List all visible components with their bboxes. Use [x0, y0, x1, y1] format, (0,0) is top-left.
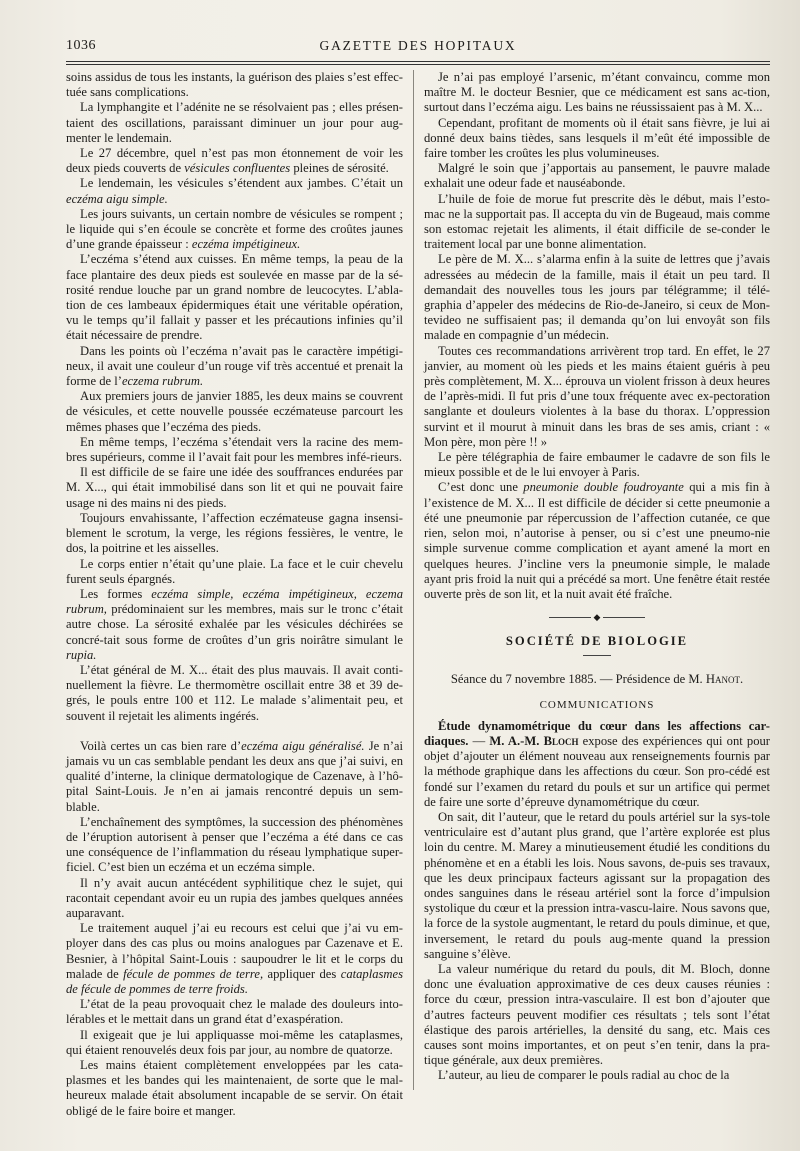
paragraph — [66, 511, 403, 557]
text-run: La valeur numérique du retard du pouls, dit M. Bloch, donne donc une évaluation approximative de ces deux causes réunies : force du cœur, pression intra-vasculaire. Il est bon d’ajouter que d’autres facteurs peuvent modifier ces résultats ; tels sont l’état élastique des parois artérielles, la densité du sang, etc. Mais ces causes sont moins importantes, et on peut s’en tenir, dans la pra-tique générale, aux deux premières. — [424, 961, 770, 1068]
paragraph — [66, 389, 403, 435]
text-run: Les mains étaient complètement enveloppées par les cata-plasmes et les bandes qui les maintenaient, de sorte que le mal-heureux malade était absolument incapable de se servir. On était obligé de le faire boire et manger. — [66, 1058, 403, 1118]
paragraph — [424, 1068, 770, 1083]
paragraph — [424, 192, 770, 253]
paragraph — [66, 739, 403, 815]
paragraph — [424, 161, 770, 191]
text-run: soins assidus de tous les instants, la guérison des plaies s’est effec-tuée sans complications. — [66, 70, 403, 100]
text-run: pleines de sérosité. — [290, 161, 389, 176]
right-column — [424, 70, 770, 1084]
paragraph-gap — [66, 724, 403, 739]
paragraph — [424, 480, 770, 602]
text-run: expose des expériences qui ont pour objet d’ajouter un élément nouveau aux renseignements fournis par la méthode graphique dans les affections du cœur. Son pro-cédé est fondé sur l’examen du retard du pouls et sur un artifice qui permet de faire une sorte d’épreuve dynamométrique du cœur. — [424, 733, 771, 809]
text-run: La lymphangite et l’adénite ne se résolvaient pas ; elles présen-taient des oscillations, paraissant diminuer un jour pour aug-menter le lendemain. — [66, 100, 403, 145]
paragraph — [66, 176, 403, 206]
paragraph — [66, 435, 403, 465]
paragraph — [424, 344, 770, 450]
text-run: Toutes ces recommandations arrivèrent trop tard. En effet, le 27 janvier, au moment où les pieds et les mains étaient guéris à peu près complètement, M. X... éprouva un violent frisson à deux heures de l’après-midi. Il fut pris d’une toux fréquente avec ex-pectoration sanglante et douleurs violentes à la base du thorax. L’oppression survint et il mourut à minuit dans les bras de ses amis, criant : « Mon père, mon père !! » — [424, 343, 770, 449]
italic-text: rupia. — [66, 647, 97, 662]
italic-text: pneumonie double foudroyante — [523, 480, 684, 495]
left-column — [66, 70, 403, 1119]
header-rule-double — [66, 64, 770, 65]
text-run: L’enchaînement des symptômes, la succession des phénomènes de l’éruption autorisent à penser que l’eczéma a été dans ce cas une conséquence de l’inflammation du réseau lymphatique super-ficiel. C’est bien un eczéma et un eczéma simple. — [66, 814, 403, 875]
italic-text: fécule de pommes de terre, — [123, 966, 264, 981]
text-run: Le corps entier n’était qu’une plaie. La face et le cuir chevelu furent seuls épargnés. — [66, 556, 403, 586]
text-run: Le traitement auquel j’ai eu recours est celui que j’ai vu em-ployer dans des cas plus ou moins analogues par Cazenave et E. Besnier, à l’hôpital Saint-Louis : saupoudrer le lit et le corps du malade de — [66, 921, 403, 981]
paragraph — [66, 663, 403, 724]
paragraph — [66, 70, 403, 100]
paragraph — [66, 252, 403, 343]
text-run: L’auteur, au lieu de comparer le pouls radial au choc de la — [438, 1068, 730, 1083]
page-number: 1036 — [66, 38, 96, 53]
text-run: Toujours envahissante, l’affection eczémateuse gagna insensi-blement le scrotum, la verge, les régions fessières, le ventre, le dos, la poitrine et les aisselles. — [66, 510, 403, 556]
author-name: M. A.-M. Bloch — [489, 733, 579, 748]
text-run: Il n’y avait aucun antécédent syphilitique chez le sujet, qui racontait cependant avoir eu un rupia des jambes quelques années auparavant. — [66, 875, 403, 920]
paragraph — [66, 100, 403, 146]
text-run: Le père télégraphia de faire embaumer le cadavre de son fils le mieux possible et de le lui envoyer à Paris. — [424, 450, 770, 480]
paragraph — [424, 810, 770, 962]
italic-text: eczéma aigu généralisé. — [241, 738, 365, 753]
text-run: L’huile de foie de morue fut prescrite dès le début, mais l’esto-mac ne la supportait pas. Il accepta du vin de Bugeaud, mais comme son estomac rejetait les aliments, il était difficile de se-conder le traitement local par une bonne alimentation. — [424, 191, 770, 252]
text-run: Je n’ai jamais vu un cas semblable pendant les deux ans que j’ai suivi, en qualité d’interne, la clinique dermatologique de Cazenave, à l’hô-pital Saint-Louis. Je n’en ai jamais rencontré depuis un sem-blable. — [66, 738, 403, 814]
text-run: L’état général de M. X... était des plus mauvais. Il avait conti-nuellement la fièvre. Le thermomètre oscillait entre 38 et 39 de-grés, le pouls entre 100 et 112. Le malade s’alimentait peu, et souvent il rejetait les aliments ingérés. — [66, 662, 403, 723]
paragraph — [66, 465, 403, 511]
paragraph — [66, 587, 403, 663]
text-run: On sait, dit l’auteur, que le retard du pouls artériel sur la sys-tole ventriculaire est d’autant plus grand, que l’artère explorée est plus loin du centre. M. Marey a minutieusement étudié les conditions du phénomène et en a établi les lois. Nous savons, de-puis ses travaux, que les deux principaux facteurs agissant sur la propagation des ondes sanguines dans le réseau artériel sont la force d’impulsion systolique du cœur et la pression intra-vascu-laire. Nous savons que, la force de la systole augmentant, le retard du pouls diminue, et que, inversement, le retard du pouls aug-mente quand la pression sanguine s’élève. — [424, 809, 770, 961]
paragraph — [66, 1028, 403, 1058]
text-run: C’est donc une — [438, 480, 524, 495]
text-run: Dans les points où l’eczéma n’avait pas le caractère impétigi-neux, il avait une couleur d’un rouge vif très accentué et prenait la forme de l’ — [66, 343, 403, 389]
case-report-continuation — [424, 70, 770, 602]
paragraph — [66, 1058, 403, 1119]
text-run: Le 27 décembre, quel n’est pas mon étonnement de voir les deux pieds couverts de — [66, 146, 403, 176]
text-run: Le lendemain, les vésicules s’étendent aux jambes. C’était un — [80, 176, 403, 191]
text-run: Voilà certes un cas bien rare d’ — [80, 738, 242, 753]
paragraph — [66, 921, 403, 997]
paragraph — [424, 962, 770, 1068]
diamond-ornament-icon: ◆ — [593, 611, 601, 622]
italic-text: eczéma impétigineux. — [191, 237, 301, 252]
paragraph — [66, 815, 403, 876]
text-run: Aux premiers jours de janvier 1885, les deux mains se couvrent de vésicules, et cette nouvelle poussée eczémateuse parcourt les mêmes phases que l’eczéma des pieds. — [66, 389, 403, 434]
text-run: qui a mis fin à l’existence de M. X... Il est difficile de décider si cette pneumonie a été une pneumonie par répercussion de l’affection cutanée, ce que rien, selon moi, n’autorise à penser, ou si c’est une pneumo-nie simple survenue comme complication et ayant amené la mort en quelques heures. J’incline vers la pneumonie simple, le malade ayant pris froid la nuit qui a précédé sa mort. Une fenêtre était restée ouverte près de son lit, et la nuit avait été fraîche. — [424, 480, 771, 601]
italic-text: vésicules confluentes — [184, 161, 291, 176]
text-run: Il exigeait que je lui appliquasse moi-même les cataplasmes, qui étaient renouvelés deux fois par jour, au nombre de quatorze. — [66, 1027, 403, 1057]
text-run: Cependant, profitant de moments où il était sans fièvre, je lui ai donné deux bains tièdes, sans lesquels il m’eût été impossible de faire tomber les croûtes les plus volumineuses. — [424, 115, 770, 161]
text-run: L’état de la peau provoquait chez le malade des douleurs into-lérables et le mettait dans un grand état d’exaspération. — [66, 997, 403, 1027]
paragraph — [66, 557, 403, 587]
section-ornament — [424, 608, 770, 626]
text-run: Les jours suivants, un certain nombre de vésicules se rompent ; le liquide qui s’en écoule se concrète et forme des croûtes jaunes d’une grande épaisseur : — [66, 206, 403, 252]
paragraph — [424, 252, 770, 343]
communication-article — [424, 719, 770, 1084]
paragraph — [424, 70, 770, 116]
session-president: Hanot. — [705, 672, 744, 687]
article-title: Étude dynamométrique du cœur dans les affections car-diaques. — [424, 718, 770, 748]
page-header — [66, 38, 770, 58]
paragraph — [66, 997, 403, 1027]
text-run: Le père de M. X... s’alarma enfin à la suite de lettres que j’avais adressées au médecin de la famille, mais il était un peu tard. Il demandait des nouvelles tous les jours par télégramme; il télé-graphia d’appeler des médecins de Rio-de-Janeiro, si ceux de Mon-tevideo ne suffisaient pas; il demanda qu’on lui envoyât son fils malade en compagnie d’un médecin. — [424, 252, 770, 343]
paragraph — [424, 450, 770, 480]
journal-title: GAZETTE DES HOPITAUX — [319, 38, 517, 53]
text-run: Les formes — [80, 586, 152, 601]
italic-text: eczéma aigu simple. — [66, 191, 168, 206]
column-divider — [413, 70, 414, 1090]
session-line — [424, 672, 770, 687]
text-run: appliquer des — [263, 966, 341, 981]
text-run: Il est difficile de se faire une idée des souffrances endurées par M. X..., qui était immobilisé dans son lit et qui ne pouvait faire usage ni des mains ni des pieds. — [66, 465, 403, 510]
text-run: L’eczéma s’étend aux cuisses. En même temps, la peau de la face plantaire des deux pieds est soulevée en masse par de la sé-rosité rendue louche par un grand nombre de leucocytes. L’abla-tion de ces lambeaux épidermiques était une véritable opération, vu le temps qu’il fallait y passer et les précautions infinies qu’il était nécessaire de prendre. — [66, 252, 403, 343]
session-date: Séance du 7 novembre 1885. — Présidence de M. — [450, 672, 706, 687]
text-run: Malgré le soin que j’apportais au pansement, le pauvre malade exhalait une odeur fade et nauséabonde. — [424, 161, 770, 191]
text-run: En même temps, l’eczéma s’étendait vers la racine des mem-bres supérieurs, comme il l’avait fait pour les membres infé-rieurs. — [66, 434, 403, 465]
paragraph — [424, 116, 770, 162]
italic-text: eczema rubrum. — [121, 374, 204, 389]
communications-heading: COMMUNICATIONS — [539, 698, 655, 711]
title-rule — [583, 655, 611, 656]
italic-text: eczéma simple, eczéma impétigineux, eczema rubrum, — [66, 586, 403, 617]
paragraph — [424, 719, 770, 810]
text-run: prédominaient sur les membres, mais sur le tronc c’était autre chose. La sérosité exhalée par les vésicules déchirées se concré-tait sous forme de croûtes d’un gris noirâtre simulant le — [66, 602, 403, 647]
society-title: SOCIÉTÉ DE BIOLOGIE — [505, 634, 689, 649]
paragraph — [66, 207, 403, 253]
paragraph — [66, 876, 403, 922]
paragraph — [66, 146, 403, 176]
text-run: Je n’ai pas employé l’arsenic, m’étant convaincu, comme mon maître M. le docteur Besnier, que ce médicament est sans ac-tion, surtout dans l’eczéma aigu. Les bains ne réussissaient pas à M. X... — [424, 70, 770, 115]
text-run: — — [468, 733, 490, 748]
italic-text: cataplasmes de fécule de pommes de terre froids. — [66, 966, 403, 996]
paragraph — [66, 344, 403, 390]
header-rule — [66, 61, 770, 62]
